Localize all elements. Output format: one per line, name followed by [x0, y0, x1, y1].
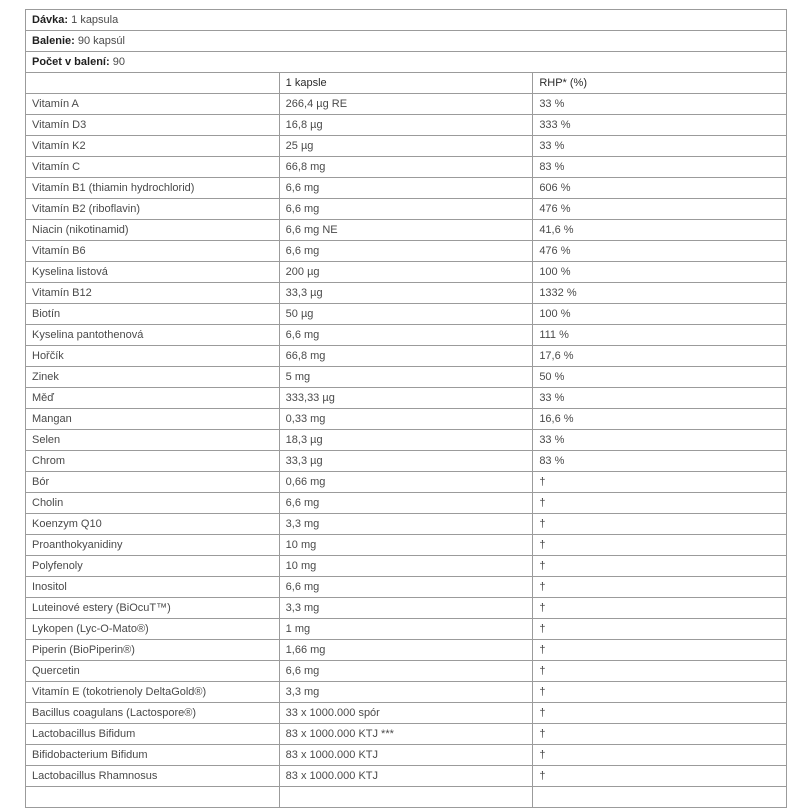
amount-cell: 83 x 1000.000 KTJ ***: [279, 724, 533, 745]
nutrient-name-cell: Vitamín B12: [26, 283, 280, 304]
nutrient-name-cell: Polyfenoly: [26, 556, 280, 577]
table-row: [26, 640, 787, 661]
table-row: [26, 346, 787, 367]
amount-cell: 6,6 mg NE: [279, 220, 533, 241]
nutrient-name-cell: Cholin: [26, 493, 280, 514]
table-row: [26, 136, 787, 157]
nutrient-name-cell: Luteinové estery (BiOcuT™): [26, 598, 280, 619]
table-row: [26, 703, 787, 724]
nutrient-name-cell: Vitamín E (tokotrienoly DeltaGold®): [26, 682, 280, 703]
nutrient-rows-section: [26, 94, 787, 787]
table-row: [26, 94, 787, 115]
amount-cell: 10 mg: [279, 556, 533, 577]
nutrient-name-cell: Piperin (BioPiperin®): [26, 640, 280, 661]
table-row: [26, 199, 787, 220]
nutrient-name-cell: Vitamín A: [26, 94, 280, 115]
table-row: [26, 619, 787, 640]
amount-cell: 6,6 mg: [279, 325, 533, 346]
rhp-cell: 100 %: [533, 304, 787, 325]
amount-cell: 6,6 mg: [279, 199, 533, 220]
nutrient-name-cell: Bór: [26, 472, 280, 493]
nutrient-name-cell: Zinek: [26, 367, 280, 388]
amount-cell: 200 µg: [279, 262, 533, 283]
rhp-cell: 17,6 %: [533, 346, 787, 367]
table-row: [26, 409, 787, 430]
cutoff-section: [26, 787, 787, 808]
dosage-info-section: [26, 10, 787, 73]
rhp-cell: 100 %: [533, 262, 787, 283]
table-row: [26, 724, 787, 745]
rhp-cell: 1332 %: [533, 283, 787, 304]
rhp-cell: 50 %: [533, 367, 787, 388]
info-value: 90 kapsúl: [77, 35, 125, 47]
nutrient-name-cell: Lactobacillus Rhamnosus: [26, 766, 280, 787]
info-cell: [26, 52, 787, 73]
nutrient-name-cell: Bifidobacterium Bifidum: [26, 745, 280, 766]
nutrient-name-cell: Lykopen (Lyc-O-Mato®): [26, 619, 280, 640]
nutrient-name-cell: Kyselina listová: [26, 262, 280, 283]
nutrient-name-cell: Vitamín B6: [26, 241, 280, 262]
header-rhp-percent: RHP* (%): [533, 73, 787, 94]
info-cell: [26, 10, 787, 31]
table-row: [26, 115, 787, 136]
amount-cell: 6,6 mg: [279, 577, 533, 598]
header-nutrient-empty: [26, 73, 280, 94]
info-row: [26, 52, 787, 73]
rhp-cell: †: [533, 556, 787, 577]
rhp-cell: †: [533, 724, 787, 745]
nutrient-name-cell: Lactobacillus Bifidum: [26, 724, 280, 745]
amount-cell: 5 mg: [279, 367, 533, 388]
rhp-cell: 33 %: [533, 136, 787, 157]
table-row: [26, 388, 787, 409]
amount-cell: 18,3 µg: [279, 430, 533, 451]
nutrition-facts-page: [25, 9, 787, 808]
nutrient-name-cell: Vitamín K2: [26, 136, 280, 157]
amount-cell: 6,6 mg: [279, 178, 533, 199]
nutrient-name-cell: Vitamín B2 (riboflavin): [26, 199, 280, 220]
table-row: [26, 220, 787, 241]
amount-cell: 10 mg: [279, 535, 533, 556]
amount-cell: 0,66 mg: [279, 472, 533, 493]
amount-cell: 25 µg: [279, 136, 533, 157]
partial-cutoff-row: [26, 787, 787, 808]
rhp-cell: †: [533, 766, 787, 787]
nutrient-name-cell: Vitamín B1 (thiamin hydrochlorid): [26, 178, 280, 199]
amount-cell: 33 x 1000.000 spór: [279, 703, 533, 724]
table-row: [26, 598, 787, 619]
info-label: Dávka:: [32, 14, 69, 26]
nutrition-table: [25, 9, 787, 808]
nutrient-name-cell: Quercetin: [26, 661, 280, 682]
amount-cell: 33,3 µg: [279, 451, 533, 472]
amount-cell: 66,8 mg: [279, 157, 533, 178]
nutrient-name-cell: Bacillus coagulans (Lactospore®): [26, 703, 280, 724]
info-value: 1 kapsula: [71, 14, 119, 26]
nutrient-name-cell: Koenzym Q10: [26, 514, 280, 535]
table-row: [26, 451, 787, 472]
nutrient-name-cell: Chrom: [26, 451, 280, 472]
nutrient-name-cell: Selen: [26, 430, 280, 451]
rhp-cell: 33 %: [533, 94, 787, 115]
amount-cell: 66,8 mg: [279, 346, 533, 367]
info-cell: [26, 31, 787, 52]
amount-cell: 1,66 mg: [279, 640, 533, 661]
table-row: [26, 304, 787, 325]
rhp-cell: †: [533, 745, 787, 766]
amount-cell: 266,4 µg RE: [279, 94, 533, 115]
rhp-cell: †: [533, 577, 787, 598]
column-header-row: [26, 73, 787, 94]
partial-cell: [26, 787, 280, 808]
amount-cell: 83 x 1000.000 KTJ: [279, 766, 533, 787]
info-label: Počet v balení:: [32, 56, 110, 68]
amount-cell: 0,33 mg: [279, 409, 533, 430]
info-row: [26, 31, 787, 52]
rhp-cell: 33 %: [533, 388, 787, 409]
amount-cell: 50 µg: [279, 304, 533, 325]
rhp-cell: †: [533, 640, 787, 661]
rhp-cell: †: [533, 619, 787, 640]
rhp-cell: 476 %: [533, 199, 787, 220]
nutrient-name-cell: Vitamín D3: [26, 115, 280, 136]
amount-cell: 33,3 µg: [279, 283, 533, 304]
table-row: [26, 178, 787, 199]
header-per-capsule: 1 kapsle: [279, 73, 533, 94]
nutrient-name-cell: Proanthokyanidiny: [26, 535, 280, 556]
amount-cell: 6,6 mg: [279, 241, 533, 262]
rhp-cell: 83 %: [533, 157, 787, 178]
partial-cell: [279, 787, 533, 808]
amount-cell: 3,3 mg: [279, 514, 533, 535]
table-row: [26, 682, 787, 703]
amount-cell: 3,3 mg: [279, 682, 533, 703]
rhp-cell: 606 %: [533, 178, 787, 199]
rhp-cell: †: [533, 514, 787, 535]
rhp-cell: 33 %: [533, 430, 787, 451]
table-row: [26, 367, 787, 388]
table-row: [26, 283, 787, 304]
table-row: [26, 766, 787, 787]
nutrient-name-cell: Inositol: [26, 577, 280, 598]
amount-cell: 6,6 mg: [279, 493, 533, 514]
table-row: [26, 556, 787, 577]
table-row: [26, 430, 787, 451]
nutrient-name-cell: Hořčík: [26, 346, 280, 367]
rhp-cell: †: [533, 682, 787, 703]
info-value: 90: [112, 56, 125, 68]
nutrient-name-cell: Vitamín C: [26, 157, 280, 178]
rhp-cell: 333 %: [533, 115, 787, 136]
amount-cell: 3,3 mg: [279, 598, 533, 619]
nutrient-name-cell: Niacin (nikotinamid): [26, 220, 280, 241]
info-row: [26, 10, 787, 31]
partial-cell: [533, 787, 787, 808]
nutrient-name-cell: Mangan: [26, 409, 280, 430]
table-row: [26, 157, 787, 178]
rhp-cell: †: [533, 703, 787, 724]
nutrient-name-cell: Měď: [26, 388, 280, 409]
info-label: Balenie:: [32, 35, 75, 47]
table-row: [26, 661, 787, 682]
rhp-cell: †: [533, 472, 787, 493]
table-row: [26, 535, 787, 556]
amount-cell: 6,6 mg: [279, 661, 533, 682]
table-row: [26, 262, 787, 283]
amount-cell: 1 mg: [279, 619, 533, 640]
table-row: [26, 325, 787, 346]
rhp-cell: †: [533, 493, 787, 514]
rhp-cell: 41,6 %: [533, 220, 787, 241]
table-row: [26, 493, 787, 514]
nutrient-name-cell: Kyselina pantothenová: [26, 325, 280, 346]
rhp-cell: †: [533, 535, 787, 556]
amount-cell: 83 x 1000.000 KTJ: [279, 745, 533, 766]
table-row: [26, 514, 787, 535]
rhp-cell: 16,6 %: [533, 409, 787, 430]
nutrient-name-cell: Biotín: [26, 304, 280, 325]
rhp-cell: †: [533, 598, 787, 619]
rhp-cell: 111 %: [533, 325, 787, 346]
table-row: [26, 472, 787, 493]
rhp-cell: 83 %: [533, 451, 787, 472]
amount-cell: 16,8 µg: [279, 115, 533, 136]
table-row: [26, 577, 787, 598]
table-row: [26, 241, 787, 262]
column-header-section: [26, 73, 787, 94]
rhp-cell: 476 %: [533, 241, 787, 262]
rhp-cell: †: [533, 661, 787, 682]
amount-cell: 333,33 µg: [279, 388, 533, 409]
table-row: [26, 745, 787, 766]
